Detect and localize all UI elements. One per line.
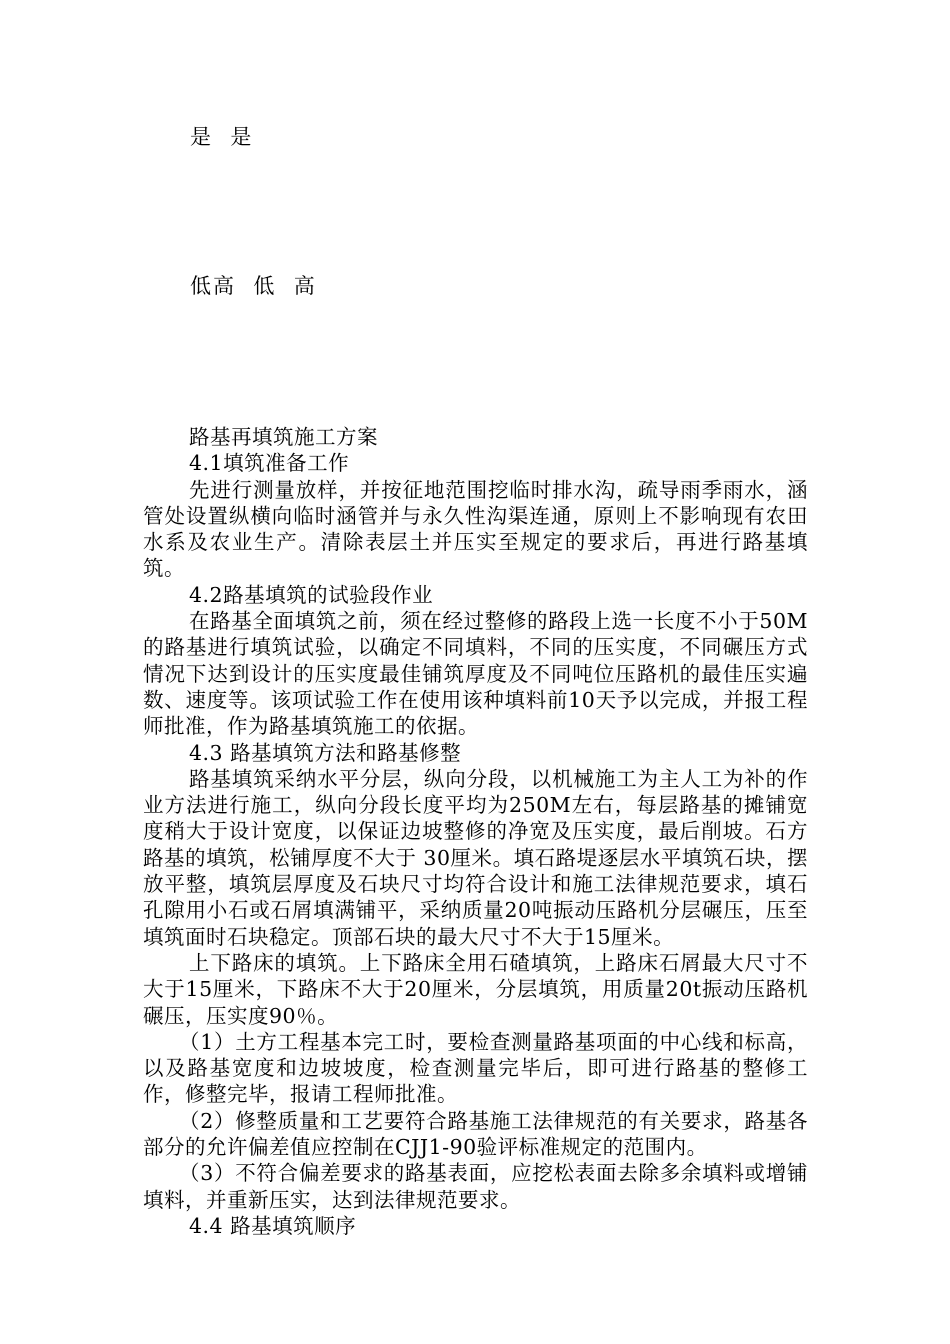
fragment-top: 是 是	[190, 125, 254, 149]
paragraph-4-3-b: 上下路床的填筑。上下路床全用石碴填筑，上路床石屑最大尺寸不大于15厘米，下路床不大于20厘米，分层填筑，用质量20t振动压路机碾压，压实度90％。	[143, 950, 808, 1028]
list-item-1: （1）土方工程基本完工时，要检查测量路基项面的中心线和标高，以及路基宽度和边坡坡度，检查测量完毕后，即可进行路基的整修工作，修整完毕，报请工程师批准。	[143, 1029, 808, 1107]
paragraph-4-3-a: 路基填筑采纳水平分层，纵向分段，以机械施工为主人工为补的作业方法进行施工，纵向分段长度平均为250M左右，每层路基的摊铺宽度稍大于设计宽度，以保证边坡整修的净宽及压实度，最后削坡。石方路基的填筑，松铺厚度不大于 30厘米。填石路堤逐层水平填筑石块，摆放平整，填筑层厚度及石块尺寸均符合设计和施工法律规范要求，填石孔隙用小石或石屑填满铺平，采纳质量20吨振动压路机分层碾压，压至填筑面时石块稳定。顶部石块的最大尺寸不大于15厘米。	[143, 766, 808, 949]
fragment-middle: 低高 低 高	[190, 274, 317, 298]
document-body	[143, 424, 808, 1239]
paragraph-4-2: 在路基全面填筑之前，须在经过整修的路段上选一长度不小于50M的路基进行填筑试验，以确定不同填料，不同的压实度，不同碾压方式情况下达到设计的压实度最佳铺筑厚度及不同吨位压路机的最佳压实遍数、速度等。该项试验工作在使用该种填料前10天予以完成，并报工程师批准，作为路基填筑施工的依据。	[143, 609, 808, 739]
section-heading-4-2: 4.2路基填筑的试验段作业	[189, 582, 434, 607]
document-title: 路基再填筑施工方案	[189, 425, 378, 449]
paragraph-4-1: 先进行测量放样，并按征地范围挖临时排水沟，疏导雨季雨水，涵管处设置纵横向临时涵管并与永久性沟渠连通，原则上不影响现有农田水系及农业生产。清除表层土并压实至规定的要求后，再进行路基填筑。	[143, 477, 808, 581]
section-heading-4-1: 4.1填筑准备工作	[189, 451, 350, 476]
section-heading-4-3: 4.3 路基填筑方法和路基修整	[189, 740, 462, 765]
list-item-3: （3）不符合偏差要求的路基表面，应挖松表面去除多余填料或增铺填料，并重新压实，达到法律规范要求。	[143, 1161, 808, 1212]
section-heading-4-4: 4.4 路基填筑顺序	[189, 1213, 357, 1238]
list-item-2: （2）修整质量和工艺要符合路基施工法律规范的有关要求，路基各部分的允许偏差值应控制在CJJ1-90验评标准规定的范围内。	[143, 1108, 808, 1160]
